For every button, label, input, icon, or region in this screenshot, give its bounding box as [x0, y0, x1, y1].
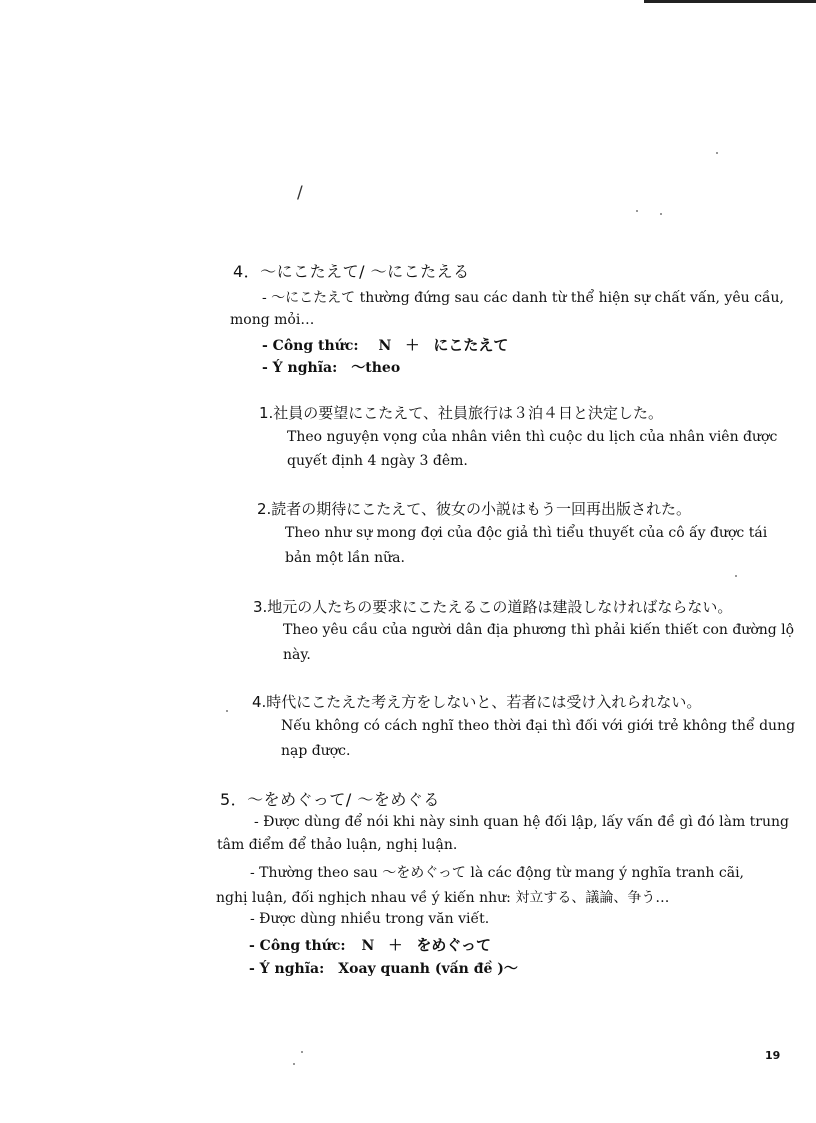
meaning-label: - Ý nghĩa: [262, 360, 338, 376]
meaning-value: ～theo [351, 360, 401, 376]
formula-pattern: にこたえて [433, 336, 509, 354]
example-4-japanese: 4.時代にこたえた考え方をしないと、若者には受け入れられない。 [252, 693, 702, 711]
scan-speck [301, 1051, 303, 1053]
section-4-meaning [262, 357, 400, 377]
section-4-heading: 4．～にこたえて/ ～にこたえる [233, 262, 470, 281]
formula-plus: ＋ [388, 938, 403, 954]
example-2-vietnamese-line-2: bản một lần nữa. [285, 550, 405, 566]
top-edge-rule [644, 0, 816, 3]
meaning-label: - Ý nghĩa: [249, 961, 325, 977]
example-1-japanese: 1.社員の要望にこたえて、社員旅行は３泊４日と決定した。 [259, 404, 664, 422]
example-4-vietnamese-line-2: nạp được. [281, 743, 351, 759]
section-4-formula [262, 334, 508, 355]
section-4-desc-line-2: mong mỏi… [230, 312, 315, 328]
meaning-value: Xoay quanh (vấn đề )～ [338, 961, 518, 977]
formula-noun: N [361, 938, 375, 954]
section-5-desc-1-line-1: - Được dùng để nói khi này sinh quan hệ đối lập, lấy vấn đề gì đó làm trung [254, 814, 789, 830]
section-5-formula [249, 934, 491, 955]
example-1-vietnamese-line-1: Theo nguyện vọng của nhân viên thì cuộc du lịch của nhân viên được [287, 429, 778, 445]
formula-label: - Công thức: [249, 938, 346, 954]
example-4-vietnamese-line-1: Nếu không có cách nghĩ theo thời đại thì đối với giới trẻ không thể dung [281, 718, 796, 734]
example-2-vietnamese-line-1: Theo như sự mong đợi của độc giả thì tiểu thuyết của cô ấy được tái [285, 525, 768, 541]
scan-speck [716, 152, 718, 154]
section-5-desc-1-line-2: tâm điểm để thảo luận, nghị luận. [217, 837, 458, 853]
example-2-japanese: 2.読者の期待にこたえて、彼女の小説はもう一回再出版された。 [257, 500, 692, 518]
scan-speck [636, 210, 638, 212]
scan-speck [735, 575, 737, 577]
section-5-heading: 5．～をめぐって/ ～をめぐる [220, 790, 440, 809]
scan-speck [660, 213, 662, 215]
section-5-meaning [249, 958, 518, 978]
section-5-desc-2-line-2: nghị luận, đối nghịch nhau về ý kiến như: 対立する、議論、争う… [216, 890, 670, 906]
scan-speck [226, 710, 228, 712]
page-number: 19 [765, 1049, 781, 1062]
example-1-vietnamese-line-2: quyết định 4 ngày 3 đêm. [287, 453, 468, 469]
example-3-vietnamese-line-2: này. [283, 647, 311, 663]
section-5-desc-2-line-1: - Thường theo sau ～をめぐって là các động từ mang ý nghĩa tranh cãi, [250, 865, 744, 881]
formula-pattern: をめぐって [416, 936, 492, 954]
scan-speck [293, 1063, 295, 1065]
formula-noun: N [378, 338, 392, 354]
formula-label: - Công thức: [262, 338, 359, 354]
section-4-desc-line-1: - ～にこたえて thường đứng sau các danh từ thể hiện sự chất vấn, yêu cầu, [262, 290, 784, 306]
formula-plus: ＋ [405, 338, 420, 354]
section-5-desc-3: - Được dùng nhiều trong văn viết. [250, 911, 490, 927]
pen-mark: / [297, 183, 303, 203]
example-3-japanese: 3.地元の人たちの要求にこたえるこの道路は建設しなければならない。 [253, 598, 733, 616]
example-3-vietnamese-line-1: Theo yêu cầu của người dân địa phương thì phải kiến thiết con đường lộ [283, 622, 795, 638]
